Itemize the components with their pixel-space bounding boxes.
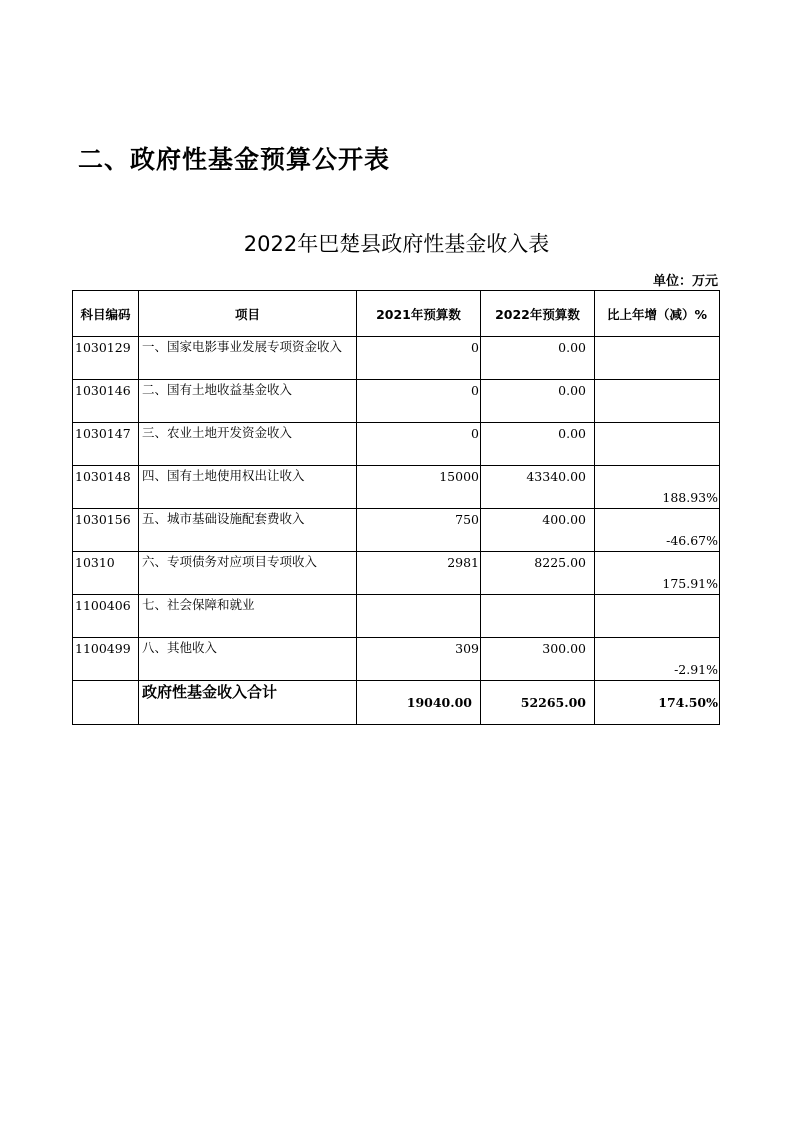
cell-change: 175.91% xyxy=(595,552,720,595)
header-change: 比上年增（减）% xyxy=(595,291,720,337)
header-2021: 2021年预算数 xyxy=(357,291,481,337)
section-title: 二、政府性基金预算公开表 xyxy=(78,145,391,174)
cell-item: 四、国有土地使用权出让收入 xyxy=(139,466,357,509)
cell-item: 七、社会保障和就业 xyxy=(139,595,357,638)
table-row xyxy=(73,380,720,423)
cell-change: -46.67% xyxy=(595,509,720,552)
cell-code: 10310 xyxy=(73,552,139,595)
cell-2021: 309 xyxy=(357,638,481,681)
cell-2022: 300.00 xyxy=(481,638,595,681)
cell-2021: 0 xyxy=(357,337,481,380)
table-title: 2022年巴楚县政府性基金收入表 xyxy=(243,232,550,256)
cell-change: -2.91% xyxy=(595,638,720,681)
cell-2022 xyxy=(481,595,595,638)
table-row xyxy=(73,509,720,552)
cell-2022: 8225.00 xyxy=(481,552,595,595)
total-label: 政府性基金收入合计 xyxy=(139,681,357,725)
cell-code: 1030146 xyxy=(73,380,139,423)
table-row xyxy=(73,638,720,681)
cell-code: 1030148 xyxy=(73,466,139,509)
cell-item: 一、国家电影事业发展专项资金收入 xyxy=(139,337,357,380)
cell-change: 188.93% xyxy=(595,466,720,509)
cell-item: 五、城市基础设施配套费收入 xyxy=(139,509,357,552)
cell-2021 xyxy=(357,595,481,638)
table-row xyxy=(73,552,720,595)
unit-label: 单位：万元 xyxy=(652,274,718,289)
cell-2022: 0.00 xyxy=(481,337,595,380)
header-item: 项目 xyxy=(139,291,357,337)
header-code: 科目编码 xyxy=(73,291,139,337)
cell-change xyxy=(595,595,720,638)
cell-item: 八、其他收入 xyxy=(139,638,357,681)
cell-2021: 15000 xyxy=(357,466,481,509)
cell-item: 六、专项债务对应项目专项收入 xyxy=(139,552,357,595)
cell-change xyxy=(595,337,720,380)
cell-item: 三、农业土地开发资金收入 xyxy=(139,423,357,466)
cell-2022: 0.00 xyxy=(481,380,595,423)
total-row xyxy=(73,681,720,725)
table-row xyxy=(73,423,720,466)
cell-2022: 400.00 xyxy=(481,509,595,552)
total-change: 174.50% xyxy=(595,681,720,725)
cell-2022: 0.00 xyxy=(481,423,595,466)
header-row xyxy=(73,291,720,337)
fund-income-table xyxy=(72,290,720,725)
cell-2021: 2981 xyxy=(357,552,481,595)
header-2022: 2022年预算数 xyxy=(481,291,595,337)
cell-2022: 43340.00 xyxy=(481,466,595,509)
total-2022: 52265.00 xyxy=(481,681,595,725)
cell-code: 1100499 xyxy=(73,638,139,681)
cell-code: 1030147 xyxy=(73,423,139,466)
cell-2021: 0 xyxy=(357,423,481,466)
cell-code: 1100406 xyxy=(73,595,139,638)
cell-2021: 750 xyxy=(357,509,481,552)
cell-change xyxy=(595,423,720,466)
cell-code: 1030129 xyxy=(73,337,139,380)
cell-change xyxy=(595,380,720,423)
cell-code: 1030156 xyxy=(73,509,139,552)
table-row xyxy=(73,595,720,638)
total-code xyxy=(73,681,139,725)
cell-2021: 0 xyxy=(357,380,481,423)
table-row xyxy=(73,337,720,380)
table-row xyxy=(73,466,720,509)
total-2021: 19040.00 xyxy=(357,681,481,725)
cell-item: 二、国有土地收益基金收入 xyxy=(139,380,357,423)
